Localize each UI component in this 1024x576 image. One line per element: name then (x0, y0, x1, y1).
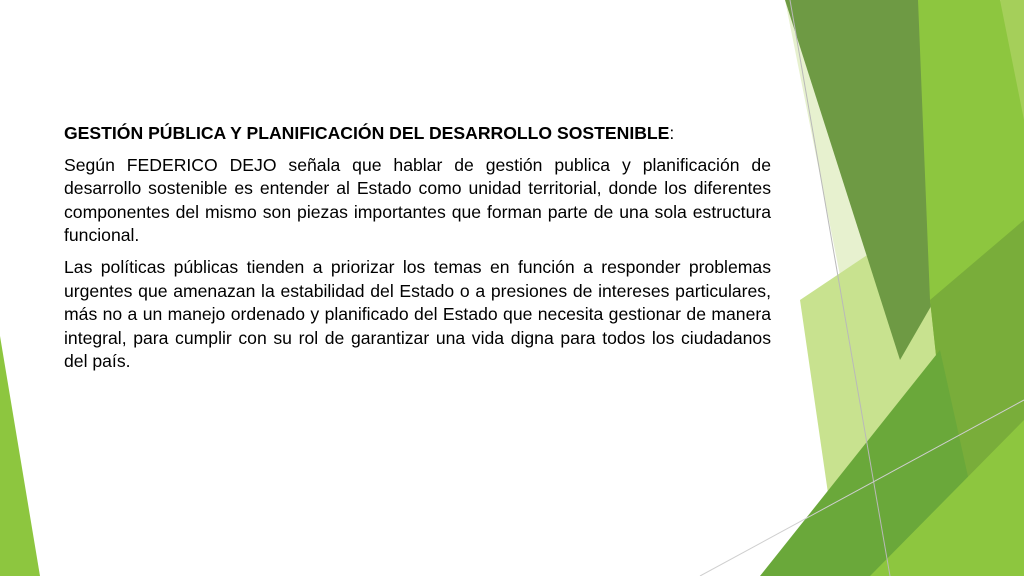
heading-text: GESTIÓN PÚBLICA Y PLANIFICACIÓN DEL DESARROLLO SOSTENIBLE (64, 123, 670, 143)
slide-heading (64, 122, 771, 146)
paragraph-2: Las políticas públicas tienden a priorizar los temas en función a responder problemas urgentes que amenazan la estabilidad del Estado o a presiones de intereses particulares, más no a un manejo ordenado y planificado del Estado que necesita gestionar de manera integral, para cumplir con su rol de garantizar una vida digna para todos los ciudadanos del país. (64, 256, 771, 372)
paragraph-1: Según FEDERICO DEJO señala que hablar de gestión publica y planificación de desarrollo sostenible es entender al Estado como unidad territorial, donde los diferentes componentes del mismo son piezas importantes que forman parte de una sola estructura funcional. (64, 154, 771, 246)
heading-colon: : (669, 123, 675, 143)
left-green-sliver (0, 336, 40, 576)
text-content (64, 122, 771, 382)
